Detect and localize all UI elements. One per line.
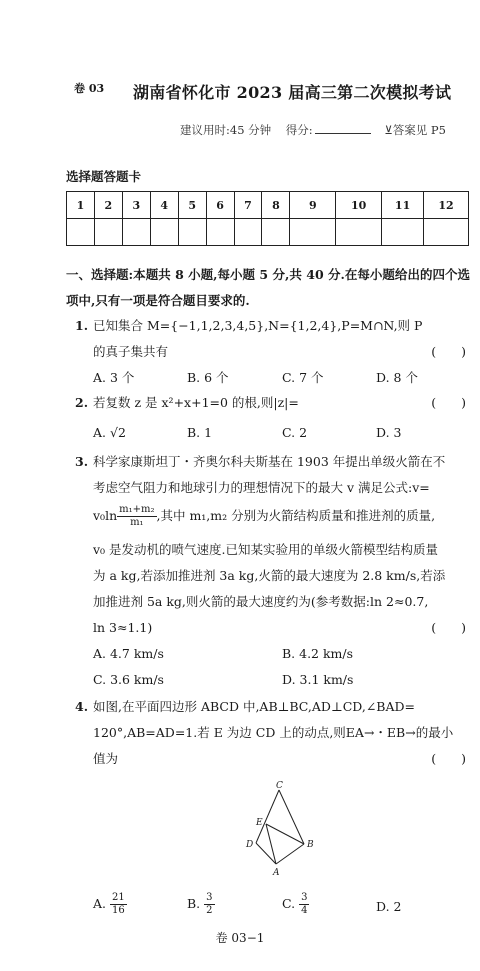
geometry-figure: [234, 780, 314, 880]
card-header-cell: 1: [67, 192, 95, 219]
fraction-numerator: 3: [206, 892, 213, 903]
card-answer-cell[interactable]: [336, 219, 382, 246]
card-header-cell: 3: [122, 192, 150, 219]
question-1: [75, 313, 470, 393]
answer-card-table: [66, 191, 469, 246]
option-a: A. 4.7 km/s: [93, 646, 164, 661]
page-title: 湖南省怀化市 2023 届高三第二次模拟考试: [133, 83, 452, 102]
question-text-line: 的真子集共有: [93, 344, 169, 359]
card-answer-cell[interactable]: [206, 219, 234, 246]
option-a: A. √2: [93, 425, 126, 440]
point-label-d: D: [246, 840, 254, 850]
question-2: [75, 390, 470, 446]
fraction-denominator: 16: [112, 905, 125, 916]
question-text-line: v₀ 是发动机的喷气速度.已知某实验用的单级火箭模型结构质量: [93, 542, 439, 557]
card-answer-cell[interactable]: [178, 219, 206, 246]
question-text-line: 已知集合 M={−1,1,2,3,4,5},N={1,2,4},P=M∩N,则 P: [93, 318, 423, 333]
question-text-line: 值为: [93, 751, 119, 766]
question-formula-line: [93, 503, 470, 529]
option-label: A.: [93, 896, 107, 911]
question-text-line: 为 a kg,若添加推进剂 3a kg,火箭的最大速度为 2.8 km/s,若添: [93, 568, 446, 583]
answer-paren: ( ): [431, 395, 466, 410]
edge-ab: [276, 844, 304, 864]
option-c: C. 3.6 km/s: [93, 672, 164, 687]
option-d: D. 3: [376, 425, 402, 440]
option-label: C.: [282, 896, 296, 911]
option-label: D.: [376, 899, 390, 914]
answer-paren: ( ): [431, 751, 466, 766]
formula-fraction: [117, 504, 156, 529]
option-a: A. 3 个: [93, 370, 135, 385]
option-d: [376, 899, 402, 914]
exam-meta: [180, 122, 446, 138]
point-label-a: A: [273, 868, 280, 878]
question-text-line: 加推进剂 5a kg,则火箭的最大速度约为(参考数据:ln 2≈0.7,: [93, 594, 429, 609]
formula-suffix: ,其中 m₁,m₂ 分别为火箭结构质量和推进剂的质量,: [156, 508, 436, 523]
question-text-line: ln 3≈1.1): [93, 620, 153, 635]
score-blank: [315, 133, 371, 134]
exam-badge: 卷 03: [74, 82, 105, 95]
card-header-cell: 10: [336, 192, 382, 219]
question-number: 3.: [75, 454, 89, 469]
option-b: B. 4.2 km/s: [282, 646, 354, 661]
page-footer: 卷 03−1: [215, 931, 265, 945]
card-header-cell: 7: [234, 192, 262, 219]
card-header-cell: 8: [262, 192, 290, 219]
card-header-cell: 9: [290, 192, 336, 219]
option-b: [187, 892, 215, 917]
card-answer-cell[interactable]: [234, 219, 262, 246]
card-header-cell: 2: [94, 192, 122, 219]
option-a: [93, 892, 127, 917]
card-answer-cell[interactable]: [122, 219, 150, 246]
fraction-denominator: m₁: [130, 517, 144, 528]
question-text-line: 科学家康斯坦丁・齐奥尔科夫斯基在 1903 年提出单级火箭在不: [93, 454, 446, 469]
option-c: C. 2: [282, 425, 308, 440]
question-3: [75, 449, 470, 689]
option-fraction: [204, 892, 214, 917]
card-answer-cell[interactable]: [150, 219, 178, 246]
card-header-cell: 12: [424, 192, 469, 219]
question-4: [75, 694, 470, 784]
option-fraction: [110, 892, 127, 917]
card-answer-cell[interactable]: [262, 219, 290, 246]
fraction-denominator: 4: [301, 905, 308, 916]
point-label-e: E: [256, 818, 263, 828]
question-text-line: 120°,AB=AD=1.若 E 为边 CD 上的动点,则EA→・EB→的最小: [93, 725, 454, 740]
option-c: [282, 892, 309, 917]
question-number: 4.: [75, 699, 89, 714]
card-answer-cell[interactable]: [290, 219, 336, 246]
option-label: B.: [187, 896, 201, 911]
card-answer-cell[interactable]: [94, 219, 122, 246]
option-value: 2: [393, 899, 402, 914]
point-label-c: C: [276, 781, 283, 791]
question-text-line: 考虑空气阻力和地球引力的理想情况下的最大 v 满足公式:v=: [93, 480, 430, 495]
option-fraction: [299, 892, 309, 917]
option-d: D. 8 个: [376, 370, 418, 385]
segment-ea: [266, 824, 276, 864]
answer-paren: ( ): [431, 620, 466, 635]
fraction-numerator: 21: [112, 892, 125, 903]
section-heading: 一、选择题:本题共 8 小题,每小题 5 分,共 40 分.在每小题给出的四个选项中,只有一项是符合题目要求的.: [66, 267, 470, 308]
card-answer-cell[interactable]: [424, 219, 469, 246]
option-c: C. 7 个: [282, 370, 324, 385]
option-d: D. 3.1 km/s: [282, 672, 354, 687]
card-header-cell: 6: [206, 192, 234, 219]
fraction-numerator: m₁+m₂: [119, 504, 155, 515]
card-header-cell: 11: [382, 192, 424, 219]
question-text-line: 如图,在平面四边形 ABCD 中,AB⊥BC,AD⊥CD,∠BAD=: [93, 699, 416, 714]
edge-cd: [256, 790, 279, 843]
answer-paren: ( ): [431, 344, 466, 359]
score-label: 得分:: [285, 123, 313, 137]
card-answer-cell[interactable]: [67, 219, 95, 246]
fraction-denominator: 2: [206, 905, 213, 916]
question-number: 1.: [75, 318, 89, 333]
answer-card-title: 选择题答题卡: [66, 169, 142, 184]
option-b: B. 1: [187, 425, 213, 440]
time-label: 建议用时:45 分钟: [180, 123, 272, 137]
answer-reference: ⊻答案见 P5: [384, 123, 446, 137]
card-answer-cell[interactable]: [382, 219, 424, 246]
question-number: 2.: [75, 395, 89, 410]
fraction-numerator: 3: [301, 892, 308, 903]
edge-cb: [279, 790, 304, 844]
card-header-cell: 5: [178, 192, 206, 219]
option-b: B. 6 个: [187, 370, 229, 385]
question-text-line: 若复数 z 是 x²+x+1=0 的根,则|z|=: [93, 395, 299, 410]
point-label-b: B: [307, 840, 314, 850]
segment-eb: [266, 824, 304, 844]
card-header-cell: 4: [150, 192, 178, 219]
formula-prefix: v₀ln: [93, 508, 118, 523]
